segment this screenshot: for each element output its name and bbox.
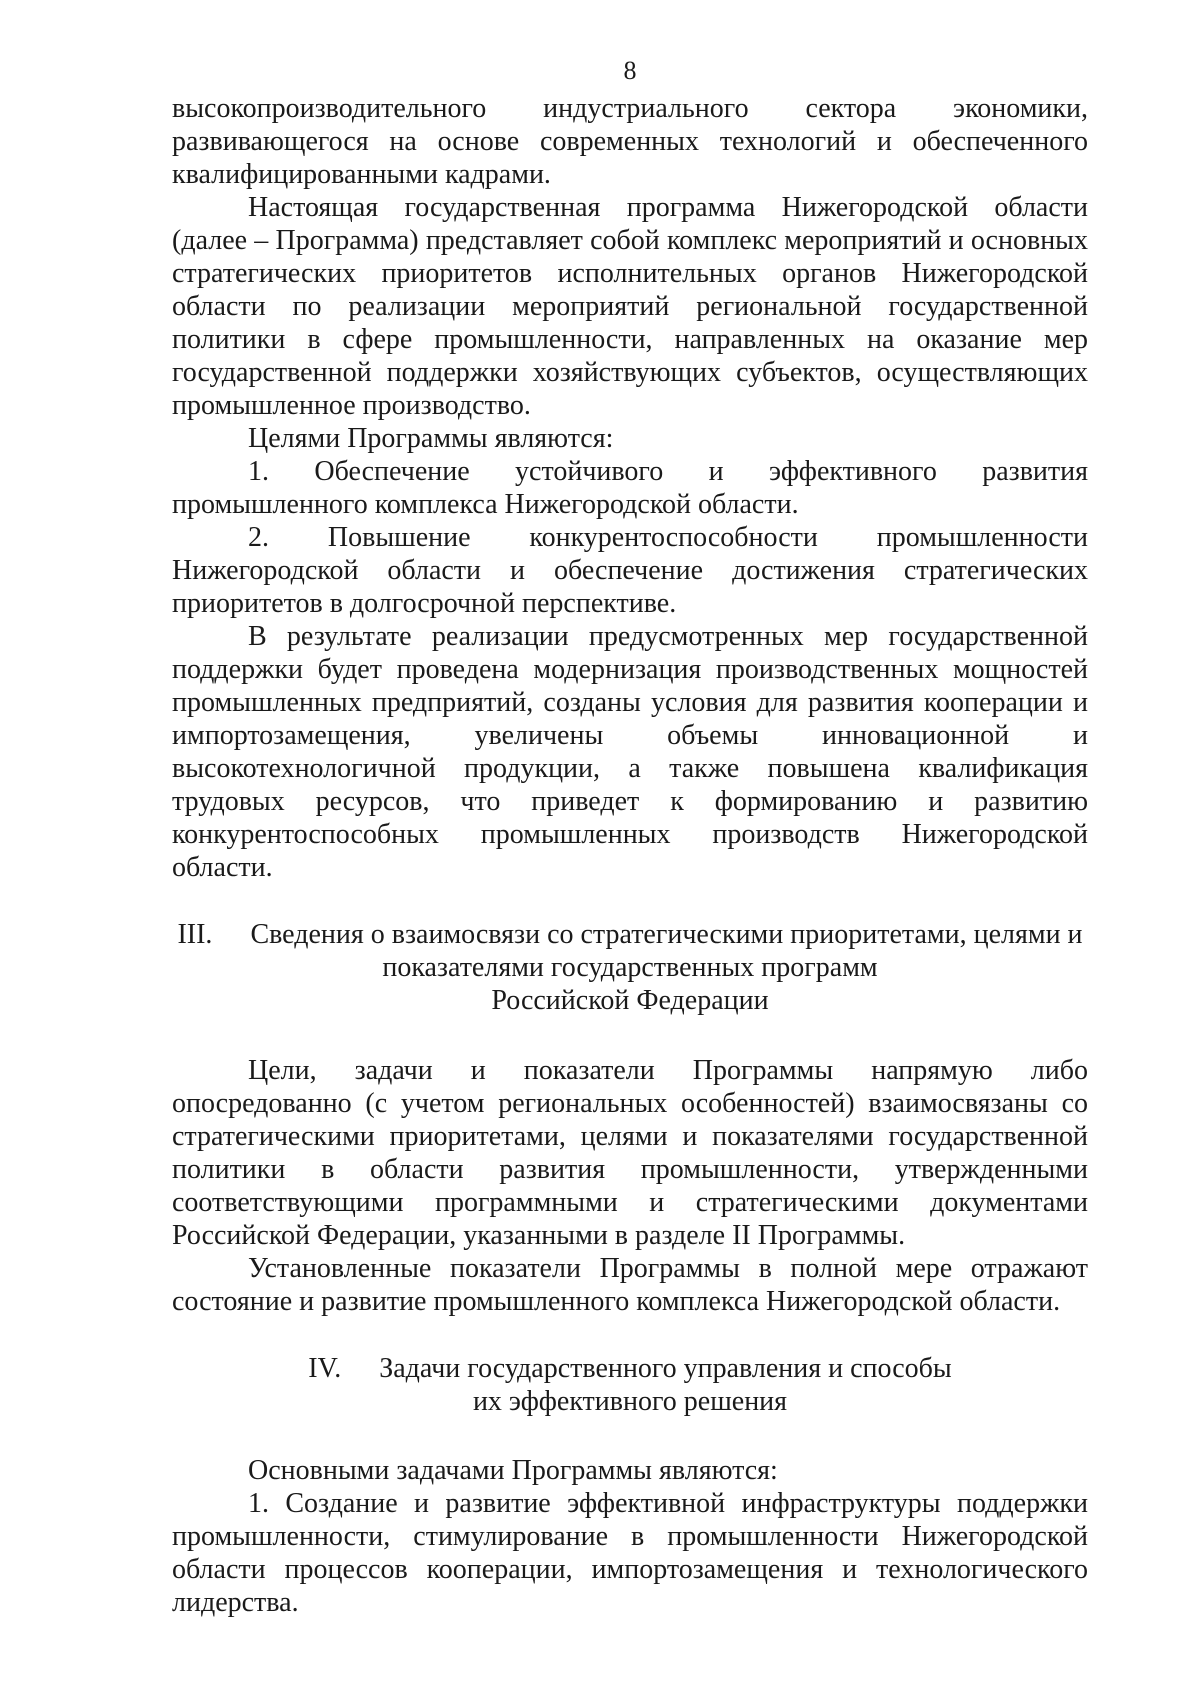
section-3-title-line-3: Российской Федерации xyxy=(491,985,769,1016)
section-3-title-line-2: показателями государственных программ xyxy=(382,952,878,983)
section-4-number: IV. xyxy=(308,1353,342,1384)
section-3-number: III. xyxy=(177,919,213,950)
section-4-heading xyxy=(172,1352,1088,1418)
paragraph-goals-intro: Целями Программы являются: xyxy=(248,423,614,454)
section-4-title-line-2: их эффективного решения xyxy=(472,1386,788,1417)
section-3-title-text-1: Сведения о взаимосвязи со стратегическими приоритетами, целями и xyxy=(250,919,1083,950)
section-3-heading xyxy=(172,918,1088,1017)
section-3-title-line-1 xyxy=(172,918,1088,951)
paragraph-program-description: Настоящая государственная программа Нижегородской области (далее – Программа) представляет собой комплекс мероприятий и основных стратегических приоритетов исполнительных органов Нижегородской области по реализации мероприятий региональной государственной политики в сфере промышленности, направленных на оказание мер государственной поддержки хозяйствующих субъектов, осуществляющих промышленное производство. xyxy=(172,192,1088,421)
paragraph-results: В результате реализации предусмотренных мер государственной поддержки будет проведена модернизация производственных мощностей промышленных предприятий, созданы условия для развития кооперации и импортозамещения, увеличены объемы инновационной и высокотехнологичной продукции, а также повышена квалификация трудовых ресурсов, что приведет к формированию и развитию конкурентоспособных промышленных производств Нижегородской области. xyxy=(172,621,1088,883)
section-3-paragraph-1: Цели, задачи и показатели Программы напрямую либо опосредованно (с учетом региональных особенностей) взаимосвязаны со стратегическими приоритетами, целями и показателями государственной политики в области развития промышленности, утвержденными соответствующими программными и стратегическими документами Российской Федерации, указанными в разделе II Программы. xyxy=(172,1055,1088,1251)
page-number: 8 xyxy=(623,56,637,85)
goal-item-1: 1. Обеспечение устойчивого и эффективного развития промышленного комплекса Нижегородской области. xyxy=(172,456,1088,520)
paragraph-continuation: высокопроизводительного индустриального сектора экономики, развивающегося на основе современных технологий и обеспеченного квалифицированными кадрами. xyxy=(172,93,1088,190)
section-3-paragraph-2: Установленные показатели Программы в полной мере отражают состояние и развитие промышленного комплекса Нижегородской области. xyxy=(172,1253,1088,1317)
section-4-paragraph-1: Основными задачами Программы являются: xyxy=(248,1455,778,1486)
section-4-title-text-1: Задачи государственного управления и способы xyxy=(379,1353,952,1384)
section-4-title-line-1 xyxy=(172,1352,1088,1385)
task-item-1: 1. Создание и развитие эффективной инфраструктуры поддержки промышленности, стимулирование в промышленности Нижегородской области процессов кооперации, импортозамещения и технологического лидерства. xyxy=(172,1488,1088,1618)
goal-item-2: 2. Повышение конкурентоспособности промышленности Нижегородской области и обеспечение достижения стратегических приоритетов в долгосрочной перспективе. xyxy=(172,522,1088,619)
document-body xyxy=(172,92,1088,1619)
